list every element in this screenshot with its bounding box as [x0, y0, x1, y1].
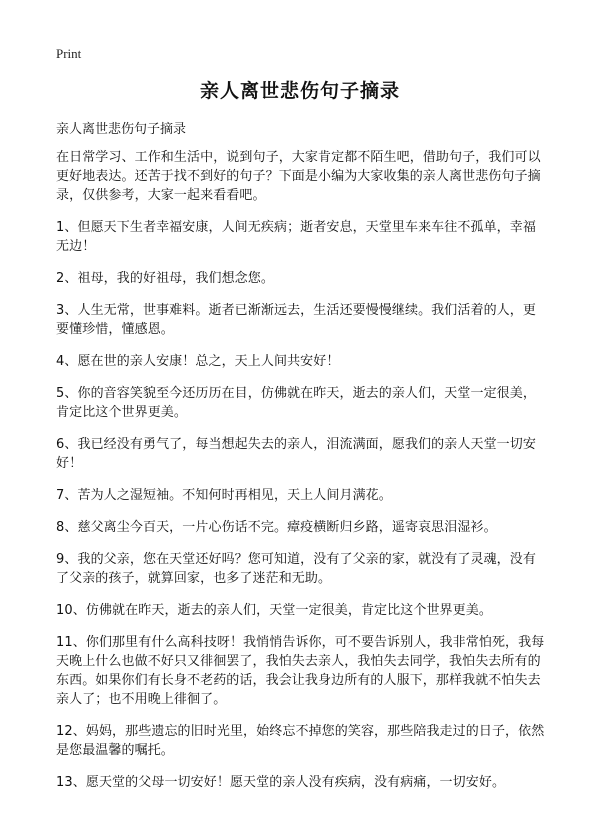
list-item: 12、妈妈，那些遗忘的旧时光里，始终忘不掉您的笑容，那些陪我走过的日子，依然是您最温馨的嘱托。 [56, 724, 545, 758]
list-item: 8、慈父离尘今百天，一片心伤话不完。瘴疫横断归乡路，遥寄哀思泪湿衫。 [56, 520, 497, 535]
list-item: 1、但愿天下生者幸福安康，人间无疾病；逝者安息，天堂里车来车往不孤单，幸福无边！ [56, 220, 536, 254]
list-item: 11、你们那里有什么高科技呀！我悄悄告诉你，可不要告诉别人，我非常怕死，我每天晚上什么也做不好只又徘徊罢了，我怕失去亲人，我怕失去同学，我怕失去所有的东西。如果你们有长身不老药的话，我会让我身边所有的人服下，那样我就不怕失去亲人了；也不用晚上徘徊了。 [56, 635, 545, 707]
list-item: 6、我已经没有勇气了，每当想起失去的亲人，泪流满面，愿我们的亲人天堂一切安好！ [56, 437, 536, 471]
print-link[interactable]: Print [56, 46, 82, 61]
intro-paragraph: 在日常学习、工作和生活中，说到句子，大家肯定都不陌生吧，借助句子，我们可以更好地表达。还苦于找不到好的句子？下面是小编为大家收集的亲人离世悲伤句子摘录，仅供参考，大家一起来看看吧。 [56, 150, 541, 203]
section-subtitle: 亲人离世悲伤句子摘录 [56, 122, 187, 137]
list-item: 10、仿佛就在昨天，逝去的亲人们，天堂一定很美，肯定比这个世界更美。 [56, 603, 492, 618]
list-item: 13、愿天堂的父母一切安好！愿天堂的亲人没有疾病，没有病痛，一切安好。 [56, 775, 506, 790]
list-item: 7、苦为人之湿短袖。不知何时再相见，天上人间月满花。 [56, 488, 392, 503]
article-body [56, 148, 548, 805]
list-item: 5、你的音容笑貌至今还历历在目，仿佛就在昨天，逝去的亲人们，天堂一定很美，肯定比这个世界更美。 [56, 386, 536, 420]
page-title: 亲人离世悲伤句子摘录 [199, 80, 400, 102]
list-item: 2、祖母，我的好祖母，我们想念您。 [56, 271, 274, 286]
list-item: 3、人生无常，世事难料。逝者已渐渐远去，生活还要慢慢继续。我们活着的人，更要懂珍惜，懂感恩。 [56, 303, 536, 337]
list-item: 9、我的父亲，您在天堂还好吗？您可知道，没有了父亲的家，就没有了灵魂，没有了父亲的孩子，就算回家，也多了迷茫和无助。 [56, 552, 536, 586]
list-item: 4、愿在世的亲人安康！总之，天上人间共安好！ [56, 354, 340, 369]
